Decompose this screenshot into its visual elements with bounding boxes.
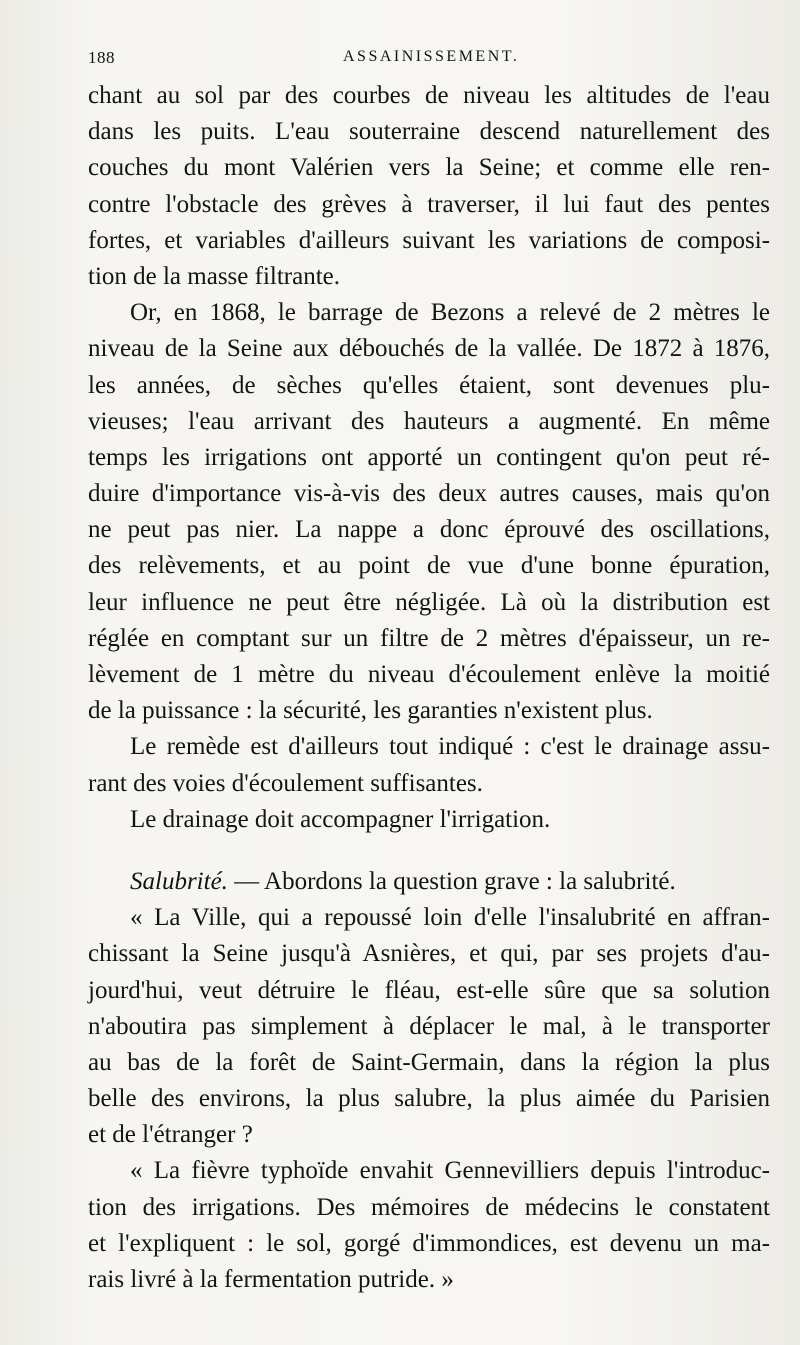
text-line: et de l'étranger ? [88,1121,253,1149]
text-line: fortes, et variables d'ailleurs suivant les variations de composi- [88,226,770,254]
text-line: contre l'obstacle des grèves à traverser, il lui faut des pentes [88,190,770,218]
text-line: ne peut pas nier. La nappe a donc éprouvé des oscillations, [88,516,770,544]
text-line: chissant la Seine jusqu'à Asnières, et qui, par ses projets d'au- [88,940,770,968]
text-line: jourd'hui, veut détruire le fléau, est-elle sûre que sa solution [88,976,770,1004]
section-heading-line [88,864,770,900]
text-line: vieuses; l'eau arrivant des hauteurs a augmenté. En même [88,407,770,435]
text-line: dans les puits. L'eau souterraine descend naturellement des [88,118,770,146]
text-line: leur influence ne peut être négligée. Là où la distribution est [88,588,770,616]
text-line: rant des voies d'écoulement suffisantes. [88,769,483,797]
text-line: n'aboutira pas simplement à déplacer le mal, à le transporter [88,1012,770,1040]
text-line: Le drainage doit accompagner l'irrigation. [130,805,551,833]
text-line: de la puissance : la sécurité, les garanties n'existent plus. [88,697,653,725]
page-number: 188 [88,48,115,67]
section-heading: Salubrité. [130,867,228,895]
text-line: au bas de la forêt de Saint-Germain, dans la région la plus [88,1048,770,1076]
text-line: Le remède est d'ailleurs tout indiqué : c'est le drainage assu- [130,733,770,761]
running-title: ASSAINISSEMENT. [343,48,520,65]
text-line: réglée en comptant sur un filtre de 2 mètres d'épaisseur, un re- [88,624,770,652]
text-line: tion de la masse filtrante. [88,262,341,290]
text-line: et l'expliquent : le sol, gorgé d'immondices, est devenu un ma- [88,1229,770,1257]
text-line: couches du mont Valérien vers la Seine; et comme elle ren- [88,154,770,182]
text-line: Or, en 1868, le barrage de Bezons a relevé de 2 mètres le [130,299,770,327]
running-head [88,44,768,74]
text-line: temps les irrigations ont apporté un contingent qu'on peut ré- [88,443,770,471]
text-line: chant au sol par des courbes de niveau les altitudes de l'eau [88,82,770,109]
text-line: rais livré à la fermentation putride. » [88,1266,454,1293]
section-heading-text: — Abordons la question grave : la salubrité. [234,867,676,895]
text-line: lèvement de 1 mètre du niveau d'écoulement enlève la moitié [88,661,770,688]
text-line: des relèvements, et au point de vue d'une bonne épuration, [88,552,770,580]
text-line: niveau de la Seine aux débouchés de la vallée. De 1872 à 1876, [88,335,770,363]
text-line: tion des irrigations. Des mémoires de médecins le constatent [88,1193,770,1221]
text-line: duire d'importance vis-à-vis des deux autres causes, mais qu'on [88,480,770,508]
text-line: « La Ville, qui a repoussé loin d'elle l'insalubrité en affran- [130,904,770,932]
body-text [88,78,770,1298]
text-line: belle des environs, la plus salubre, la plus aimée du Parisien [88,1085,770,1113]
text-line: « La fièvre typhoïde envahit Gennevilliers depuis l'introduc- [130,1157,770,1185]
text-line: les années, de sèches qu'elles étaient, sont devenues plu- [88,371,770,399]
